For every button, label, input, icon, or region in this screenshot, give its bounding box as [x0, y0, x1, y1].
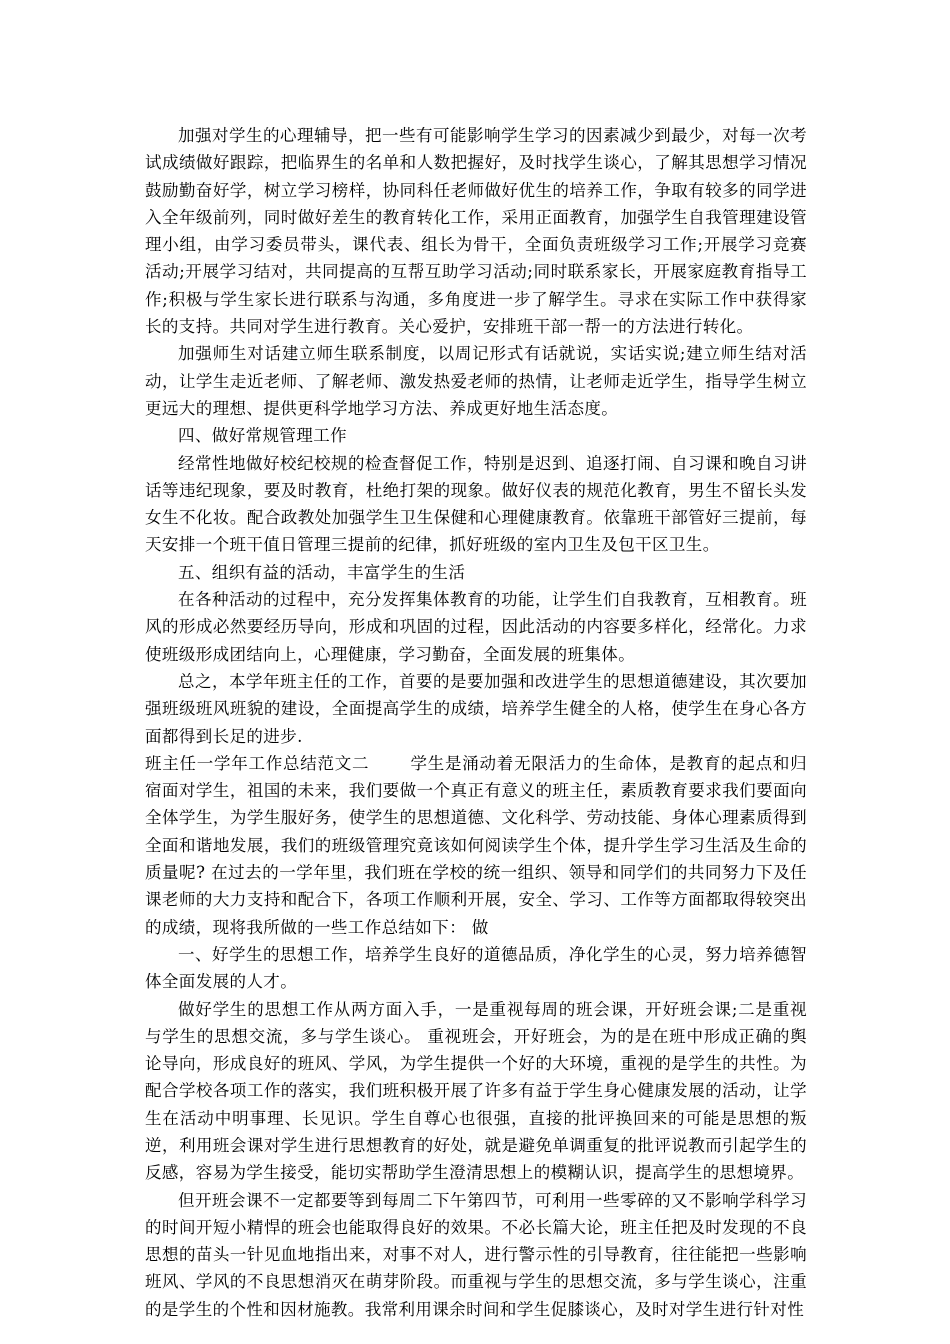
section-heading-ideological-work: 一、好学生的思想工作，培养学生良好的道德品质，净化学生的心灵，努力培养德智体全面发展的人才。 — [145, 944, 807, 992]
paragraph-class-meeting: 做好学生的思想工作从两方面入手，一是重视每周的班会课，开好班会课;二是重视与学生的思想交流，多与学生谈心。 重视班会，开好班会，为的是在班中形成正确的舆论导向，形成良好的班风、学风，为学生提供一个好的大环境，重视的是学生的共性。为配合学校各项工作的落实，我们班积极开展了许多有益于学生身心健康发展的活动，让学生在活动中明事理、长见识。学生自尊心也很强，直接的批评换回来的可能是思想的叛逆，利用班会课对学生进行思想教育的好处，就是避免单调重复的批评说教而引起学生的反感，容易为学生接受，能切实帮助学生澄清思想上的模糊认识，提高学生的思想境界。 — [145, 999, 807, 1183]
paragraph-teacher-student-dialogue: 加强师生对话建立师生联系制度，以周记形式有话就说，实话实说;建立师生结对活动，让学生走近老师、了解老师、激发热爱老师的热情，让老师走近学生，指导学生树立更远大的理想、提供更科学地学习方法、养成更好地生活态度。 — [145, 344, 807, 418]
section-heading-routine-management: 四、做好常规管理工作 — [178, 426, 347, 446]
paragraph-sample-two — [145, 750, 807, 941]
paragraph-short-meetings: 但开班会课不一定都要等到每周二下午第四节，可利用一些零碎的又不影响学科学习的时间开短小精悍的班会也能取得良好的效果。不必长篇大论，班主任把及时发现的不良思想的苗头一针见血地指出来，对事不对人，进行警示性的引导教育，往往能把一些影响班风、学风的不良思想消灭在萌芽阶段。而重视与学生的思想交流，多与学生谈心，注重的是学生的个性和因材施教。我常利用课余时间和学生促膝谈心，及时对学生进行针对性 — [145, 1190, 807, 1319]
document-page — [145, 122, 807, 1323]
paragraph-collective-education: 在各种活动的过程中，充分发挥集体教育的功能，让学生们自我教育，互相教育。班风的形成必然要经历导向，形成和巩固的过程，因此活动的内容要多样化，经常化。力求使班级形成团结向上，心理健康，学习勤奋，全面发展的班集体。 — [145, 590, 807, 664]
sample-two-title: 班主任一学年工作总结范文二 — [145, 753, 370, 773]
paragraph-psychological-guidance: 加强对学生的心理辅导，把一些有可能影响学生学习的因素减少到最少，对每一次考试成绩做好跟踪，把临界生的名单和人数把握好，及时找学生谈心，了解其思想学习情况鼓励勤奋好学，树立学习榜样，协同科任老师做好优生的培养工作，争取有较多的同学进入全年级前列，同时做好差生的教育转化工作，采用正面教育，加强学生自我管理建设管理小组，由学习委员带头，课代表、组长为骨干，全面负责班级学习工作;开展学习竞赛活动;开展学习结对，共同提高的互帮互助学习活动;同时联系家长，开展家庭教育指导工作;积极与学生家长进行联系与沟通，多角度进一步了解学生。寻求在实际工作中获得家长的支持。共同对学生进行教育。关心爱护，安排班干部一帮一的方法进行转化。 — [145, 126, 807, 337]
sample-two-intro: 学生是涌动着无限活力的生命体，是教育的起点和归宿面对学生，祖国的未来，我们要做一个真正有意义的班主任，素质教育要求我们要面向全体学生，为学生服好务，使学生的思想道德、文化科学、劳动技能、身体心理素质得到全面和谐地发展，我们的班级管理究竟该如何阅读学生个体，提升学生学习生活及生命的质量呢? 在过去的一学年里，我们班在学校的统一组织、领导和同学们的共同努力下及任课老师的大力支持和配合下，各项工作顺利开展，安全、学习、工作等方面都取得较突出的成绩，现将我所做的一些工作总结如下： 做 — [145, 753, 808, 937]
section-heading-beneficial-activities: 五、组织有益的活动，丰富学生的生活 — [178, 562, 466, 582]
paragraph-conclusion: 总之，本学年班主任的工作，首要的是要加强和改进学生的思想道德建设，其次要加强班级班风班貌的建设，全面提高学生的成绩，培养学生健全的人格，使学生在身心各方面都得到长足的进步. — [145, 671, 807, 746]
paragraph-discipline-inspection: 经常性地做好校纪校规的检查督促工作，特别是迟到、追逐打闹、自习课和晚自习讲话等违纪现象，要及时教育，杜绝打架的现象。做好仪表的规范化教育，男生不留长头发女生不化妆。配合政教处加强学生卫生保健和心理健康教育。依靠班干部管好三提前，每天安排一个班干值日管理三提前的纪律，抓好班级的室内卫生及包干区卫生。 — [145, 453, 807, 555]
